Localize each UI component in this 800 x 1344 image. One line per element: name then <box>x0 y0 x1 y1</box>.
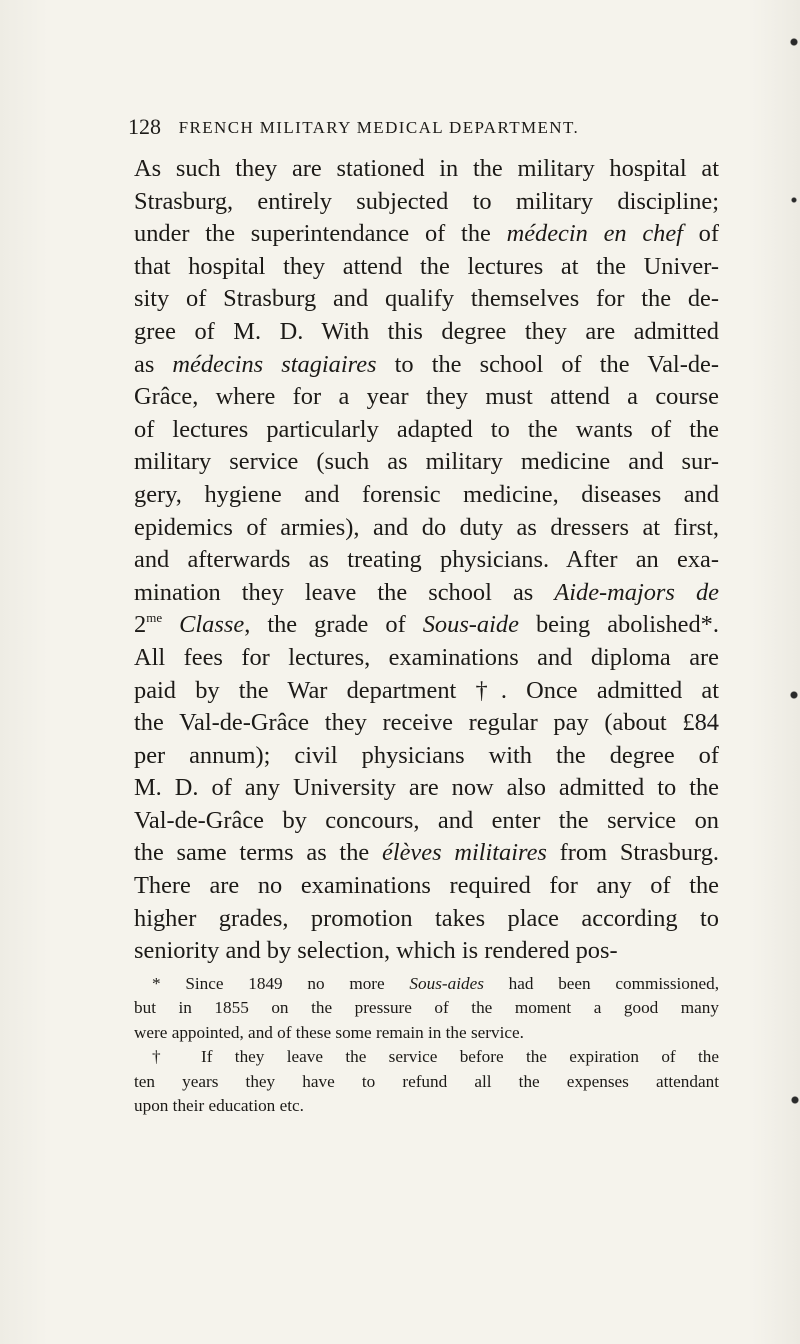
text-line: gery, hygiene and forensic medicine, diseases and <box>134 480 719 508</box>
text-run: , the grade of <box>244 611 423 639</box>
text-run: from Strasburg. <box>546 839 719 867</box>
text-line: All fees for lectures, examinations and diploma are <box>134 643 719 671</box>
text-run: 2 <box>134 611 147 639</box>
text-run: as <box>134 350 173 378</box>
text-line: of lectures particularly adapted to the wants of the <box>134 415 719 443</box>
running-title: FRENCH MILITARY MEDICAL DEPARTMENT. <box>178 118 580 137</box>
text-line: seniority and by selection, which is rendered pos- <box>134 937 618 965</box>
footnote-line: ten years they have to refund all the expenses attendant <box>134 1071 719 1091</box>
text-line: the Val-de-Grâce they receive regular pay (about £84 <box>134 709 719 737</box>
text-line: paid by the War department †. Once admitted at <box>134 676 719 704</box>
page-number: 128 <box>128 114 161 139</box>
italic-term: élèves militaires <box>382 839 547 867</box>
text-line: Grâce, where for a year they must attend a course <box>134 383 719 411</box>
italic-term: Classe <box>162 611 245 639</box>
text-run: being abolished*. <box>518 611 719 639</box>
text-line: military service (such as military medicine and sur- <box>134 448 719 476</box>
footnote-line: were appointed, and of these some remain in the service. <box>134 1022 524 1042</box>
footnote-line <box>134 972 719 996</box>
text-run: of <box>682 220 720 248</box>
text-run: under the superintendance of the <box>134 220 507 248</box>
footnote-line: but in 1855 on the pressure of the moment a good many <box>134 998 719 1018</box>
text-line: sity of Strasburg and qualify themselves for the de- <box>134 285 719 313</box>
text-run: had been commissioned, <box>483 974 719 993</box>
italic-term: Aide-majors de <box>554 578 719 606</box>
text-line <box>134 837 719 870</box>
text-line <box>134 349 719 382</box>
text-line: higher grades, promotion takes place according to <box>134 904 719 932</box>
scan-edge-specks <box>788 0 800 1344</box>
text-line: gree of M. D. With this degree they are admitted <box>134 317 719 345</box>
italic-term: Sous-aides <box>409 974 484 993</box>
superscript: me <box>146 610 163 626</box>
italic-term: médecins stagiaires <box>172 350 377 378</box>
text-line: that hospital they attend the lectures at the Univer- <box>134 252 719 280</box>
text-line <box>134 218 719 251</box>
text-run: to the school of the Val-de- <box>376 350 719 378</box>
text-line: There are no examinations required for any of the <box>134 872 719 900</box>
text-line: per annum); civil physicians with the degree of <box>134 741 719 769</box>
text-line: epidemics of armies), and do duty as dressers at first, <box>134 513 719 541</box>
footnotes <box>134 972 719 1118</box>
text-line <box>134 609 719 642</box>
footnote-line: † If they leave the service before the expiration of the <box>152 1047 719 1067</box>
text-line: M. D. of any University are now also admitted to the <box>134 774 719 802</box>
text-line: and afterwards as treating physicians. After an exa- <box>134 546 719 574</box>
text-run: the same terms as the <box>134 839 382 867</box>
text-line: Strasburg, entirely subjected to military discipline; <box>134 187 719 215</box>
body-text <box>134 153 719 968</box>
italic-term: Sous-aide <box>422 611 519 639</box>
text-line <box>134 577 719 610</box>
running-header <box>128 114 718 144</box>
footnote-line: upon their education etc. <box>134 1095 304 1115</box>
italic-term: médecin en chef <box>506 220 683 248</box>
text-run: mination they leave the school as <box>134 578 555 606</box>
text-line: As such they are stationed in the military hospital at <box>134 155 719 182</box>
text-run: * Since 1849 no more <box>152 974 410 993</box>
text-line: Val-de-Grâce by concours, and enter the service on <box>134 806 719 834</box>
